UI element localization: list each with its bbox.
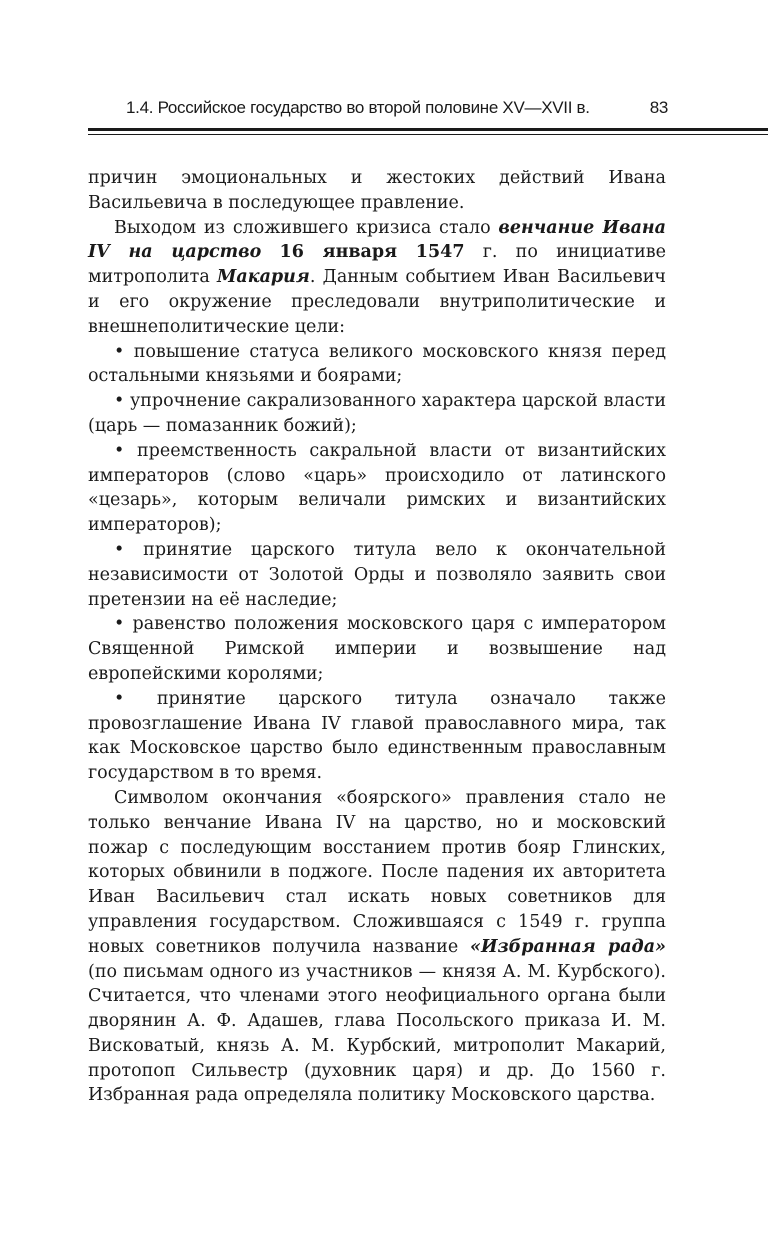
- text-run: Выходом из сложившего кризиса стало: [114, 217, 499, 238]
- text-run: . Данным событием Иван Васильевич и его окружение преследовали внутриполитические и внешнеполитические цели:: [88, 267, 667, 337]
- term-coronation: венчание Ивана IV на царство: [88, 217, 667, 263]
- paragraph-coronation: [88, 216, 666, 340]
- bullet-item: • равенство положения московского царя с императором Священной Римской империи и возвышение над европейскими королями;: [88, 614, 666, 684]
- date-highlight: 16 января 1547: [279, 242, 465, 263]
- chapter-title: 1.4. Российское государство во второй половине XV—XVII в.: [126, 98, 590, 117]
- bullet-item: • упрочнение сакрализованного характера царской власти (царь — помазанник божий);: [88, 391, 666, 436]
- paragraph-continued: причин эмоциональных и жестоких действий Ивана Васильевича в последующее правление.: [88, 168, 666, 213]
- term-makariy: Макария: [217, 267, 310, 288]
- term-chosen-council: «Избранная рада»: [470, 936, 666, 957]
- text-run: [261, 242, 279, 262]
- body-text: [88, 166, 666, 1108]
- header-rule-thin: [88, 134, 768, 135]
- text-run: (по письмам одного из участников — князя А. М. Курбского). Считается, что членами этого неофициального органа были дворянин А. Ф. Адашев, глава Посольского приказа И. М. Висковатый, князь А. М. Курбский, митрополит Макарий, протопоп Сильвестр (духовник царя) и др. До 1560 г. Избранная рада определяла политику Московского царства.: [88, 961, 666, 1106]
- header-rule-thick: [88, 128, 768, 131]
- text-run: Символом окончания «боярского» правления стало не только венчание Ивана IV на царство, но и московский пожар с последующим восстанием против бояр Глинских, которых обвинили в поджоге. После падения их авторитета Иван Васильевич стал искать новых советников для управления государством. Сложившаяся с 1549 г. группа новых советников получила название: [88, 787, 666, 957]
- paragraph-chosen-council: [88, 786, 666, 1108]
- running-header: [126, 96, 668, 126]
- bullet-item: • преемственность сакральной власти от византийских императоров (слово «царь» происходило от латинского «цезарь», которым величали римских и византийских императоров);: [88, 440, 666, 536]
- bullet-item: • принятие царского титула вело к окончательной независимости от Золотой Орды и позволяло заявить свои претензии на её наследие;: [88, 539, 666, 610]
- bullet-item: • повышение статуса великого московского князя перед остальными князьями и боярами;: [88, 341, 666, 387]
- text-run: г. по инициативе митрополита: [88, 242, 666, 288]
- bullet-item: • принятие царского титула означало также провозглашение Ивана IV главой православного мира, так как Московское царство было единственным православным государством в то время.: [88, 688, 666, 784]
- page-number: 83: [649, 98, 668, 117]
